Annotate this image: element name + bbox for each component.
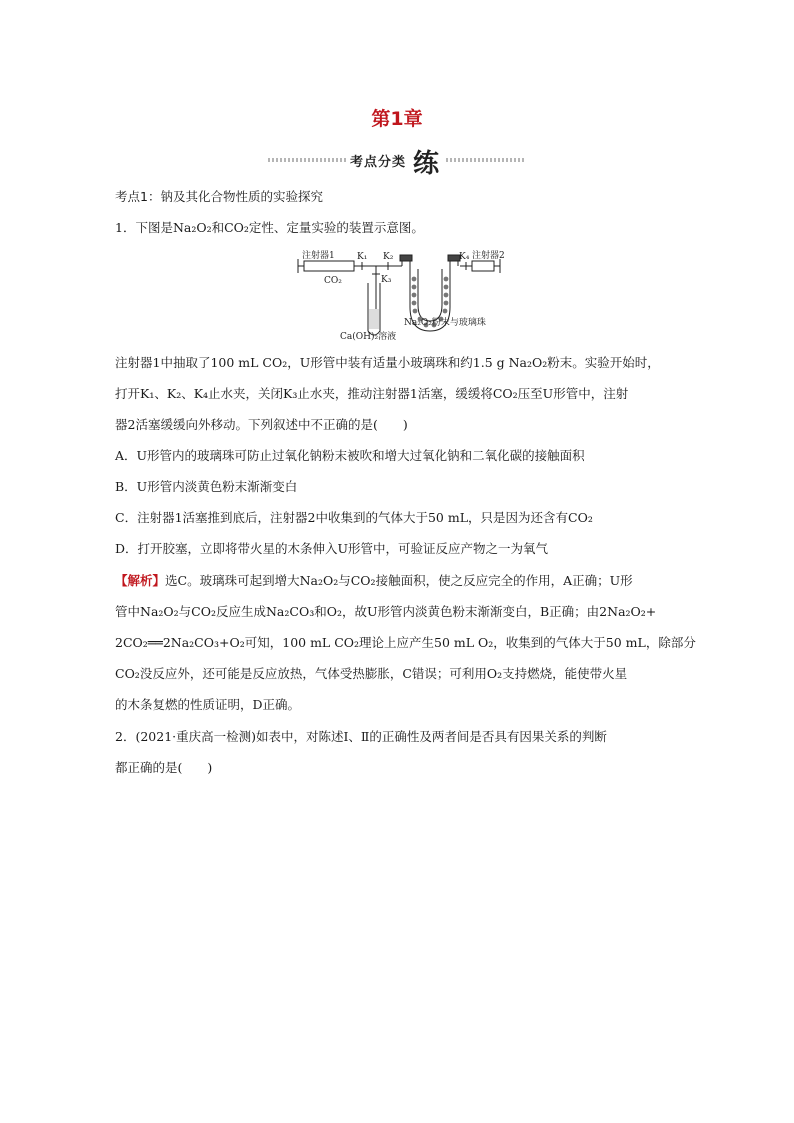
analysis-line-5: 的木条复燃的性质证明，D正确。 bbox=[115, 697, 301, 712]
chapter-title: 第1章 bbox=[371, 108, 423, 130]
question-1-desc-line-3: 器2活塞缓缓向外移动。下列叙述中不正确的是( ) bbox=[115, 417, 408, 432]
banner-label: 考点分类 bbox=[350, 155, 407, 170]
analysis-line-1 bbox=[115, 574, 633, 588]
label-syringe-2: 注射器2 bbox=[472, 251, 505, 261]
banner-left-rule bbox=[268, 158, 346, 162]
analysis-line-2: 管中Na₂O₂与CO₂反应生成Na₂CO₃和O₂，故U形管内淡黄色粉末渐渐变白，B正确；由2Na₂O₂+ bbox=[115, 604, 657, 619]
option-d: D．打开胶塞，立即将带火星的木条伸入U形管中，可验证反应产物之一为氧气 bbox=[115, 541, 549, 556]
analysis-text-1: 选C。玻璃珠可起到增大Na₂O₂与CO₂接触面积，使之反应完全的作用，A正确；U形 bbox=[165, 573, 633, 588]
analysis-line-3: 2CO₂══2Na₂CO₃+O₂可知，100 mL CO₂理论上应产生50 mL O₂，收集到的气体大于50 mL，除部分 bbox=[115, 635, 696, 650]
question-2-line-2: 都正确的是( ) bbox=[115, 760, 213, 775]
label-powder: Na₂O₂粉末与玻璃珠 bbox=[404, 318, 486, 328]
banner-right-rule bbox=[446, 158, 526, 162]
analysis-line-4: CO₂没反应外，还可能是反应放热，气体受热膨胀，C错误；可利用O₂支持燃烧，能使带火星 bbox=[115, 666, 628, 681]
label-k3: K₃ bbox=[381, 275, 392, 285]
topic-heading: 考点1：钠及其化合物性质的实验探究 bbox=[115, 189, 323, 204]
option-c: C．注射器1活塞推到底后，注射器2中收集到的气体大于50 mL，只是因为还含有CO₂ bbox=[115, 510, 593, 525]
analysis-tag: 【解析】 bbox=[115, 573, 166, 588]
label-co2: CO₂ bbox=[324, 276, 342, 286]
option-b: B．U形管内淡黄色粉末渐渐变白 bbox=[115, 479, 298, 494]
label-syringe-1: 注射器1 bbox=[302, 251, 335, 261]
apparatus-diagram bbox=[296, 247, 506, 343]
question-2-line-1: 2．(2021·重庆高一检测)如表中，对陈述Ⅰ、Ⅱ的正确性及两者间是否具有因果关系的判断 bbox=[115, 729, 607, 744]
label-k1: K₁ bbox=[357, 252, 368, 262]
apparatus-figure bbox=[296, 247, 506, 343]
label-k2: K₂ bbox=[383, 252, 394, 262]
banner-big-char: 练 bbox=[413, 149, 440, 179]
section-banner bbox=[268, 146, 526, 179]
label-caoh2-solution: Ca(OH)₂溶液 bbox=[340, 332, 397, 342]
label-k4: K₄ bbox=[459, 252, 470, 262]
question-1-desc-line-1: 注射器1中抽取了100 mL CO₂，U形管中装有适量小玻璃珠和约1.5 g Na₂O₂粉末。实验开始时， bbox=[115, 355, 660, 370]
question-1-stem: 1．下图是Na₂O₂和CO₂定性、定量实验的装置示意图。 bbox=[115, 220, 424, 235]
option-a: A．U形管内的玻璃珠可防止过氧化钠粉末被吹和增大过氧化钠和二氧化碳的接触面积 bbox=[115, 448, 585, 463]
question-1-desc-line-2: 打开K₁、K₂、K₄止水夹，关闭K₃止水夹，推动注射器1活塞，缓缓将CO₂压至U形管中，注射 bbox=[115, 386, 629, 401]
